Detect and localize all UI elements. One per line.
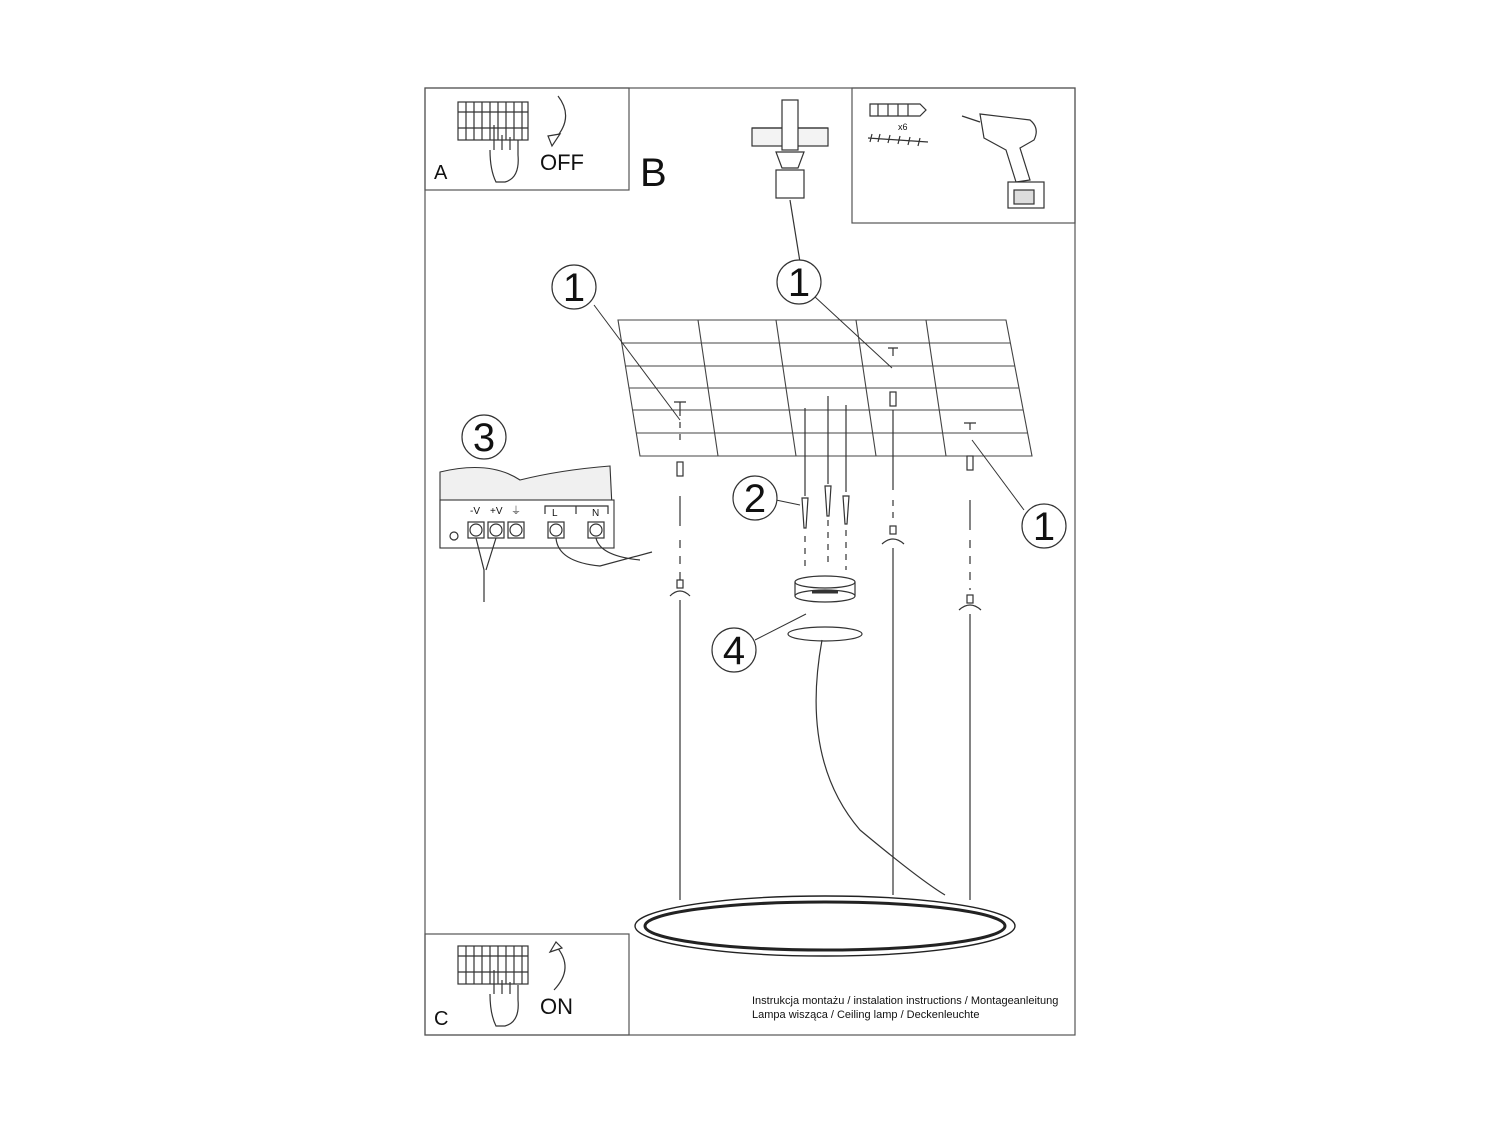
svg-text:1: 1	[1032, 505, 1056, 549]
panel-c	[425, 934, 629, 1035]
terminal-label-n: N	[592, 508, 600, 519]
panel-a-letter: A	[434, 162, 448, 184]
ring-lamp	[635, 896, 1015, 956]
rotate-arrow-icon	[550, 942, 565, 990]
terminal-label-ground: ⏚	[511, 506, 521, 517]
svg-text:1: 1	[787, 261, 811, 305]
anchor-top-right	[882, 348, 904, 895]
drill-icon	[962, 114, 1044, 208]
callout-2	[733, 476, 777, 521]
circuit-breaker-icon	[458, 946, 528, 984]
terminal-label-neg-v: -V	[470, 506, 480, 517]
callout-leaders	[594, 296, 1024, 640]
panel-c-letter: C	[434, 1008, 449, 1030]
sheet-frame	[425, 88, 1075, 1035]
anchor-detail	[752, 100, 828, 262]
screw-icon	[868, 134, 928, 146]
panel-a-box	[425, 88, 629, 190]
callout-4	[712, 628, 756, 673]
anchor-left	[670, 402, 690, 900]
callout-3	[462, 415, 506, 460]
rotate-arrow-icon	[548, 96, 566, 146]
circuit-breaker-icon	[458, 102, 528, 140]
terminal-label-pos-v: +V	[490, 506, 503, 517]
panel-c-switch-label: ON	[540, 994, 573, 1019]
callout-1-left	[552, 265, 596, 310]
panel-a	[425, 88, 629, 190]
panel-b-letter: B	[640, 151, 667, 195]
footer-line-2: Lampa wisząca / Ceiling lamp / Deckenleuchte	[752, 1009, 980, 1021]
svg-text:3: 3	[472, 416, 496, 460]
canopy	[788, 576, 945, 895]
wall-plug-icon	[870, 104, 926, 116]
footer-line-1: Instrukcja montażu / instalation instructions / Montageanleitung	[752, 995, 1059, 1007]
svg-text:4: 4	[722, 629, 746, 673]
canopy-screws	[802, 396, 849, 570]
anchor-right	[959, 423, 981, 900]
svg-text:1: 1	[562, 266, 586, 310]
panel-a-switch-label: OFF	[540, 150, 584, 175]
callout-1-top	[777, 260, 821, 305]
svg-text:2: 2	[743, 477, 767, 521]
tools-panel	[852, 88, 1075, 223]
terminal-block	[440, 466, 652, 602]
terminal-label-l: L	[552, 508, 558, 519]
tools-quantity: x6	[898, 122, 908, 132]
callout-1-right	[1022, 504, 1066, 549]
